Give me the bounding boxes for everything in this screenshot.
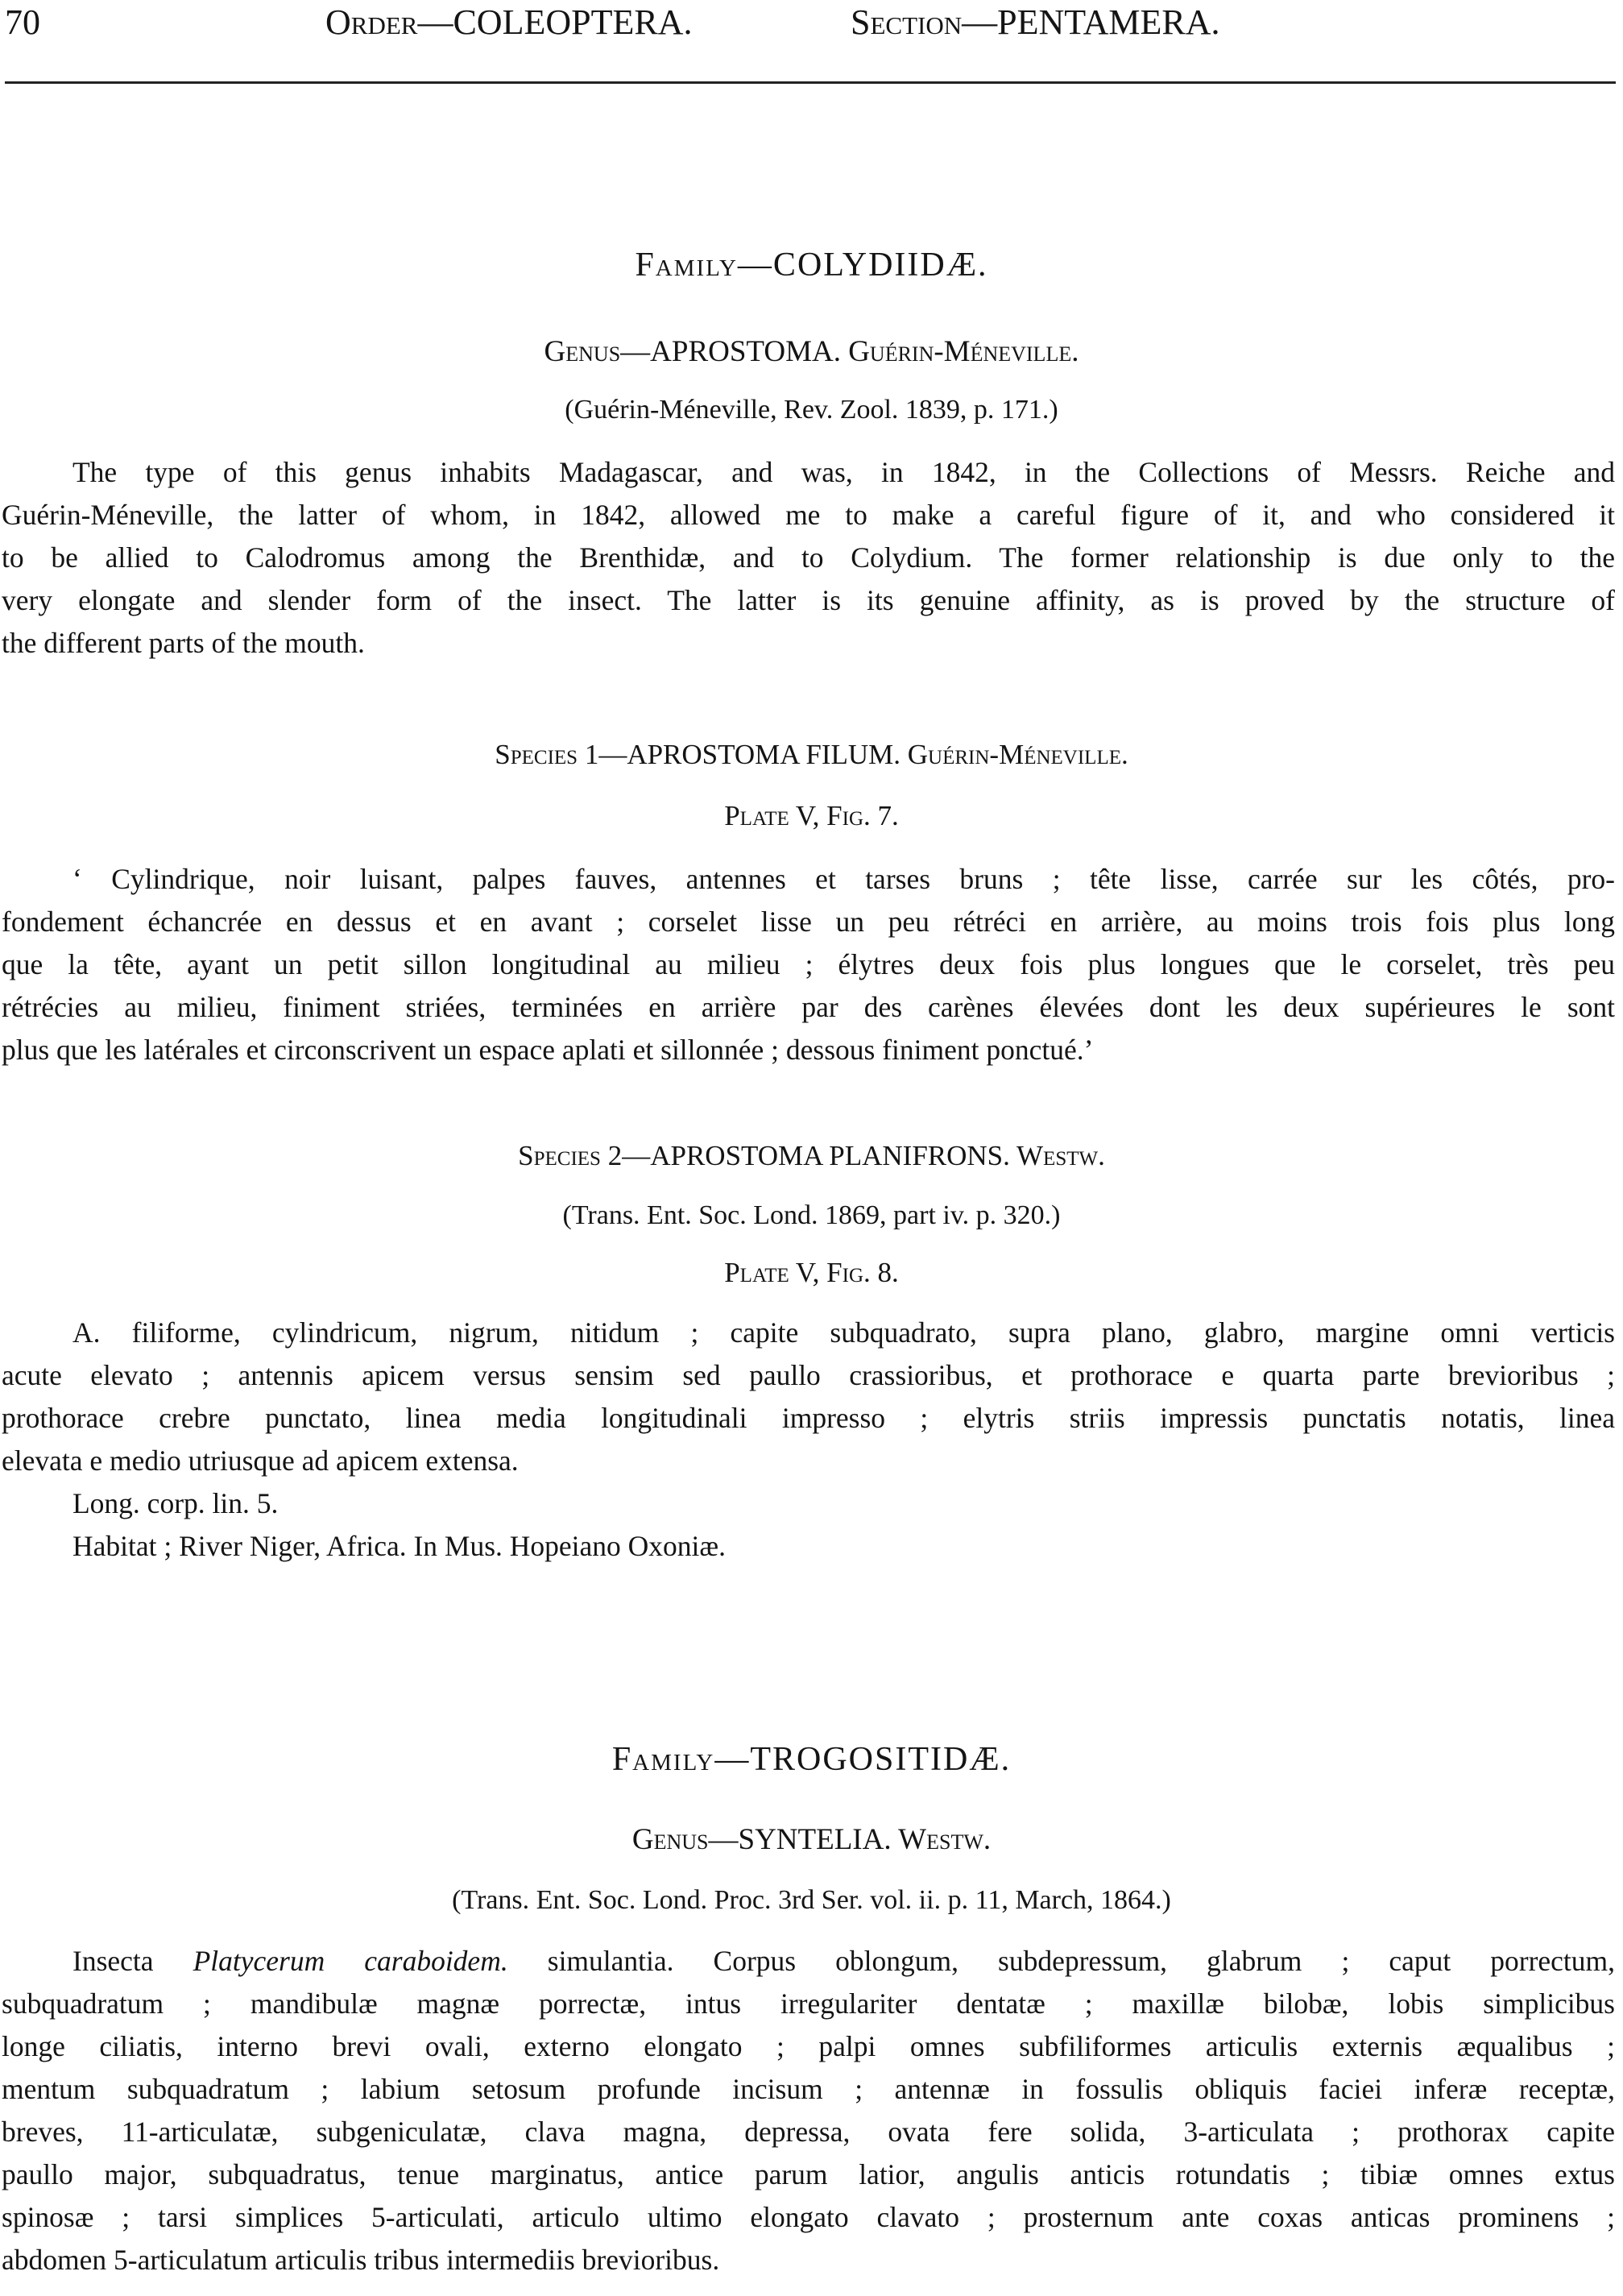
text-line: plus que les latérales et circonscrivent un espace aplati et sillonnée ; dessous finiment ponctué.’	[2, 1034, 1094, 1066]
genus-reference-aprostoma: (Guérin-Méneville, Rev. Zool. 1839, p. 171.)	[565, 395, 1058, 425]
text-line: que la tête, ayant un petit sillon longitudinal au milieu ; élytres deux fois plus longues que le corselet, très peu	[2, 948, 1615, 980]
species-title-filum: Species 1—APROSTOMA FILUM. Guérin-Méneville.	[495, 739, 1128, 770]
text-line: acute elevato ; antennis apicem versus sensim sed paullo crassioribus, et prothorace e quarta parte brevioribus ;	[2, 1359, 1615, 1391]
family-title-colydiidae: Family—COLYDIIDÆ.	[635, 247, 988, 284]
genus-description-syntelia	[2, 1940, 1615, 2281]
genus-title-aprostoma: Genus—APROSTOMA. Guérin-Méneville.	[544, 335, 1079, 368]
genus-title-syntelia: Genus—SYNTELIA. Westw.	[631, 1823, 992, 1856]
italic-species-name: Platycerum caraboidem.	[193, 1945, 508, 1977]
running-head	[5, 0, 1612, 48]
species-description-filum	[2, 858, 1615, 1071]
section-heading: Section—PENTAMERA.	[851, 2, 1220, 42]
species-habitat: Habitat ; River Niger, Africa. In Mus. Hopeiano Oxoniæ.	[72, 1530, 726, 1562]
order-heading: Order—COLEOPTERA.	[325, 2, 693, 42]
text-line: abdomen 5-articulatum articulis tribus intermediis brevioribus.	[2, 2244, 720, 2276]
text-line: fondement échancrée en dessus et en avant ; corselet lisse un peu rétréci en arrière, au moins trois fois plus long	[2, 906, 1615, 938]
text-line: very elongate and slender form of the insect. The latter is its genuine affinity, as is proved by the structure of	[2, 584, 1615, 616]
text-line: paullo major, subquadratus, tenue marginatus, antice parum latior, angulis anticis rotundatis ; tibiæ omnes extus	[2, 2158, 1615, 2190]
header-rule	[5, 81, 1616, 84]
page-number: 70	[5, 2, 40, 42]
species-length: Long. corp. lin. 5.	[72, 1487, 279, 1519]
plate-ref-fig7: Plate V, Fig. 7.	[724, 800, 899, 831]
text-run: simulantia. Corpus oblongum, subdepressum, glabrum ; caput porrectum,	[547, 1945, 1616, 1977]
text-line: to be allied to Calodromus among the Brenthidæ, and to Colydium. The former relationship is due only to the	[2, 541, 1615, 574]
text-line: breves, 11-articulatæ, subgeniculatæ, clava magna, depressa, ovata fere solida, 3-articulata ; prothorax capite	[2, 2116, 1615, 2148]
text-line: ‘ Cylindrique, noir luisant, palpes fauves, antennes et tarses bruns ; tête lisse, carrée sur les côtés, pro-	[72, 863, 1615, 895]
plate-ref-fig8: Plate V, Fig. 8.	[724, 1257, 899, 1288]
text-line: mentum subquadratum ; labium setosum profunde incisum ; antennæ in fossulis obliquis faciei inferæ receptæ,	[2, 2073, 1615, 2105]
text-line: subquadratum ; mandibulæ magnæ porrectæ, intus irregulariter dentatæ ; maxillæ bilobæ, lobis simplicibus	[2, 1987, 1615, 2020]
species-title-planifrons: Species 2—APROSTOMA PLANIFRONS. Westw.	[518, 1140, 1105, 1171]
text-line	[2, 1940, 1615, 1983]
family-title-trogositidae: Family—TROGOSITIDÆ.	[611, 1741, 1012, 1778]
genus-reference-syntelia: (Trans. Ent. Soc. Lond. Proc. 3rd Ser. vol. ii. p. 11, March, 1864.)	[452, 1885, 1171, 1915]
text-line: A. filiforme, cylindricum, nigrum, nitidum ; capite subquadrato, supra plano, glabro, margine omni verticis	[72, 1316, 1615, 1349]
text-line: longe ciliatis, interno brevi ovali, externo elongato ; palpi omnes subfiliformes articulis externis æqualibus ;	[2, 2030, 1615, 2062]
text-line: Guérin-Méneville, the latter of whom, in 1842, allowed me to make a careful figure of it, and who considered it	[2, 499, 1615, 531]
text-line: prothorace crebre punctato, linea media longitudinali impresso ; elytris striis impressis punctatis notatis, linea	[2, 1402, 1615, 1434]
text-line: rétrécies au milieu, finiment striées, terminées en arrière par des carènes élevées dont les deux supérieures le sont	[2, 991, 1615, 1023]
text-run: Insecta	[72, 1945, 154, 1977]
text-line: spinosæ ; tarsi simplices 5-articulati, articulo ultimo elongato clavato ; prosternum ante coxas anticas prominens ;	[2, 2201, 1615, 2233]
species-description-planifrons	[2, 1312, 1615, 1482]
text-line: The type of this genus inhabits Madagascar, and was, in 1842, in the Collections of Messrs. Reiche and	[72, 456, 1615, 488]
species-reference-planifrons: (Trans. Ent. Soc. Lond. 1869, part iv. p. 320.)	[562, 1200, 1061, 1230]
text-line: elevata e medio utriusque ad apicem extensa.	[2, 1444, 519, 1477]
genus-description-aprostoma	[2, 451, 1615, 665]
text-line: the different parts of the mouth.	[2, 627, 365, 659]
